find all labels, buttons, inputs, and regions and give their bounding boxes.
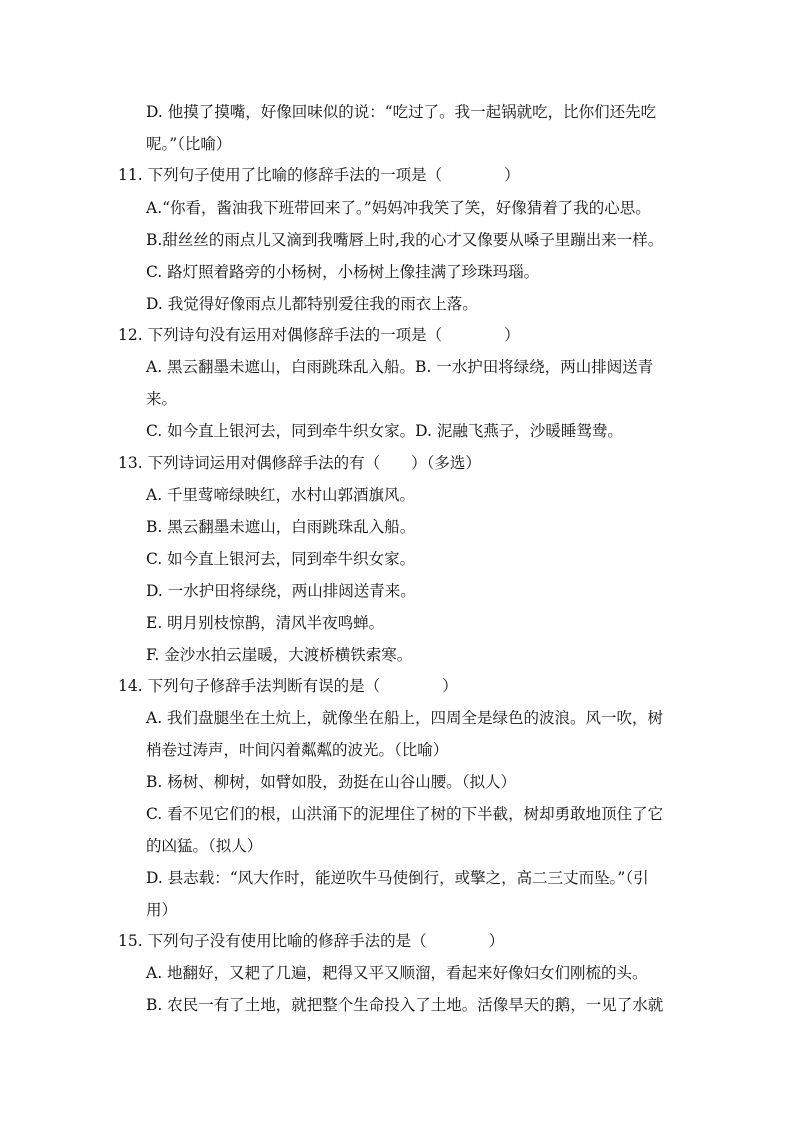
option-line: B.甜丝丝的雨点儿又滴到我嘴唇上时,我的心才又像要从嗓子里蹦出来一样。 bbox=[146, 231, 664, 249]
option-line: D. 他摸了摸嘴，好像回味似的说：“吃过了。我一起锅就吃，比你们还先吃 bbox=[146, 103, 657, 121]
option-line: A. 地翻好，又耙了几遍，耙得又平又顺溜，看起来好像妇女们刚梳的头。 bbox=[146, 964, 648, 982]
option-line: D. 一水护田将绿绕，两山排闼送青来。 bbox=[146, 582, 416, 600]
option-line-continued: 梢卷过涛声，叶间闪着粼粼的波光。（比喻） bbox=[146, 741, 449, 759]
option-line: C. 如今直上银河去，同到牵牛织女家。 bbox=[146, 550, 416, 568]
question-11: 11. 下列句子使用了比喻的修辞手法的一项是（ ） bbox=[118, 166, 520, 184]
option-line-continued: 呢。”（比喻） bbox=[146, 135, 232, 153]
question-14: 14. 下列句子修辞手法判断有误的是（ ） bbox=[118, 677, 458, 695]
option-line-continued: 来。 bbox=[146, 390, 178, 408]
option-line: D. 我觉得好像雨点儿都特别爱往我的雨衣上落。 bbox=[146, 295, 478, 313]
option-line: E. 明月别枝惊鹊，清风半夜鸣蝉。 bbox=[146, 614, 385, 632]
option-line: A. 千里莺啼绿映红，水村山郭酒旗风。 bbox=[146, 486, 416, 504]
question-12: 12. 下列诗句没有运用对偶修辞手法的一项是（ ） bbox=[118, 326, 520, 344]
option-line: D. 县志载：“风大作时，能逆吹牛马使倒行，或擎之，高二三丈而坠。”（引 bbox=[146, 869, 649, 887]
option-line-continued: 的凶猛。（拟人） bbox=[146, 837, 263, 855]
question-13: 13. 下列诗词运用对偶修辞手法的有（ ）（多选） bbox=[118, 454, 481, 472]
option-line: C. 路灯照着路旁的小杨树，小杨树上像挂满了珍珠玛瑙。 bbox=[146, 263, 540, 281]
question-15: 15. 下列句子没有使用比喻的修辞手法的是（ ） bbox=[118, 932, 505, 950]
option-line: B. 农民一有了土地，就把整个生命投入了土地。活像旱天的鹅，一见了水就 bbox=[146, 996, 664, 1014]
option-line: C. 看不见它们的根，山洪涌下的泥埋住了树的下半截，树却勇敢地顶住了它 bbox=[146, 805, 664, 823]
option-line: C. 如今直上银河去，同到牵牛织女家。D. 泥融飞燕子，沙暖睡鸳鸯。 bbox=[146, 422, 623, 440]
option-line: B. 杨树、柳树，如臂如股，劲挺在山谷山腰。（拟人） bbox=[146, 773, 516, 791]
option-line: A.“你看，酱油我下班带回来了。”妈妈冲我笑了笑，好像猜着了我的心思。 bbox=[146, 199, 651, 217]
option-line-continued: 用） bbox=[146, 901, 178, 919]
option-line: A. 我们盘腿坐在土炕上，就像坐在船上，四周全是绿色的波浪。风一吹，树 bbox=[146, 709, 664, 727]
option-line: A. 黑云翻墨未遮山，白雨跳珠乱入船。B. 一水护田将绿绕，两山排闼送青 bbox=[146, 358, 654, 376]
option-line: F. 金沙水拍云崖暖，大渡桥横铁索寒。 bbox=[146, 646, 413, 664]
option-line: B. 黑云翻墨未遮山，白雨跳珠乱入船。 bbox=[146, 518, 416, 536]
